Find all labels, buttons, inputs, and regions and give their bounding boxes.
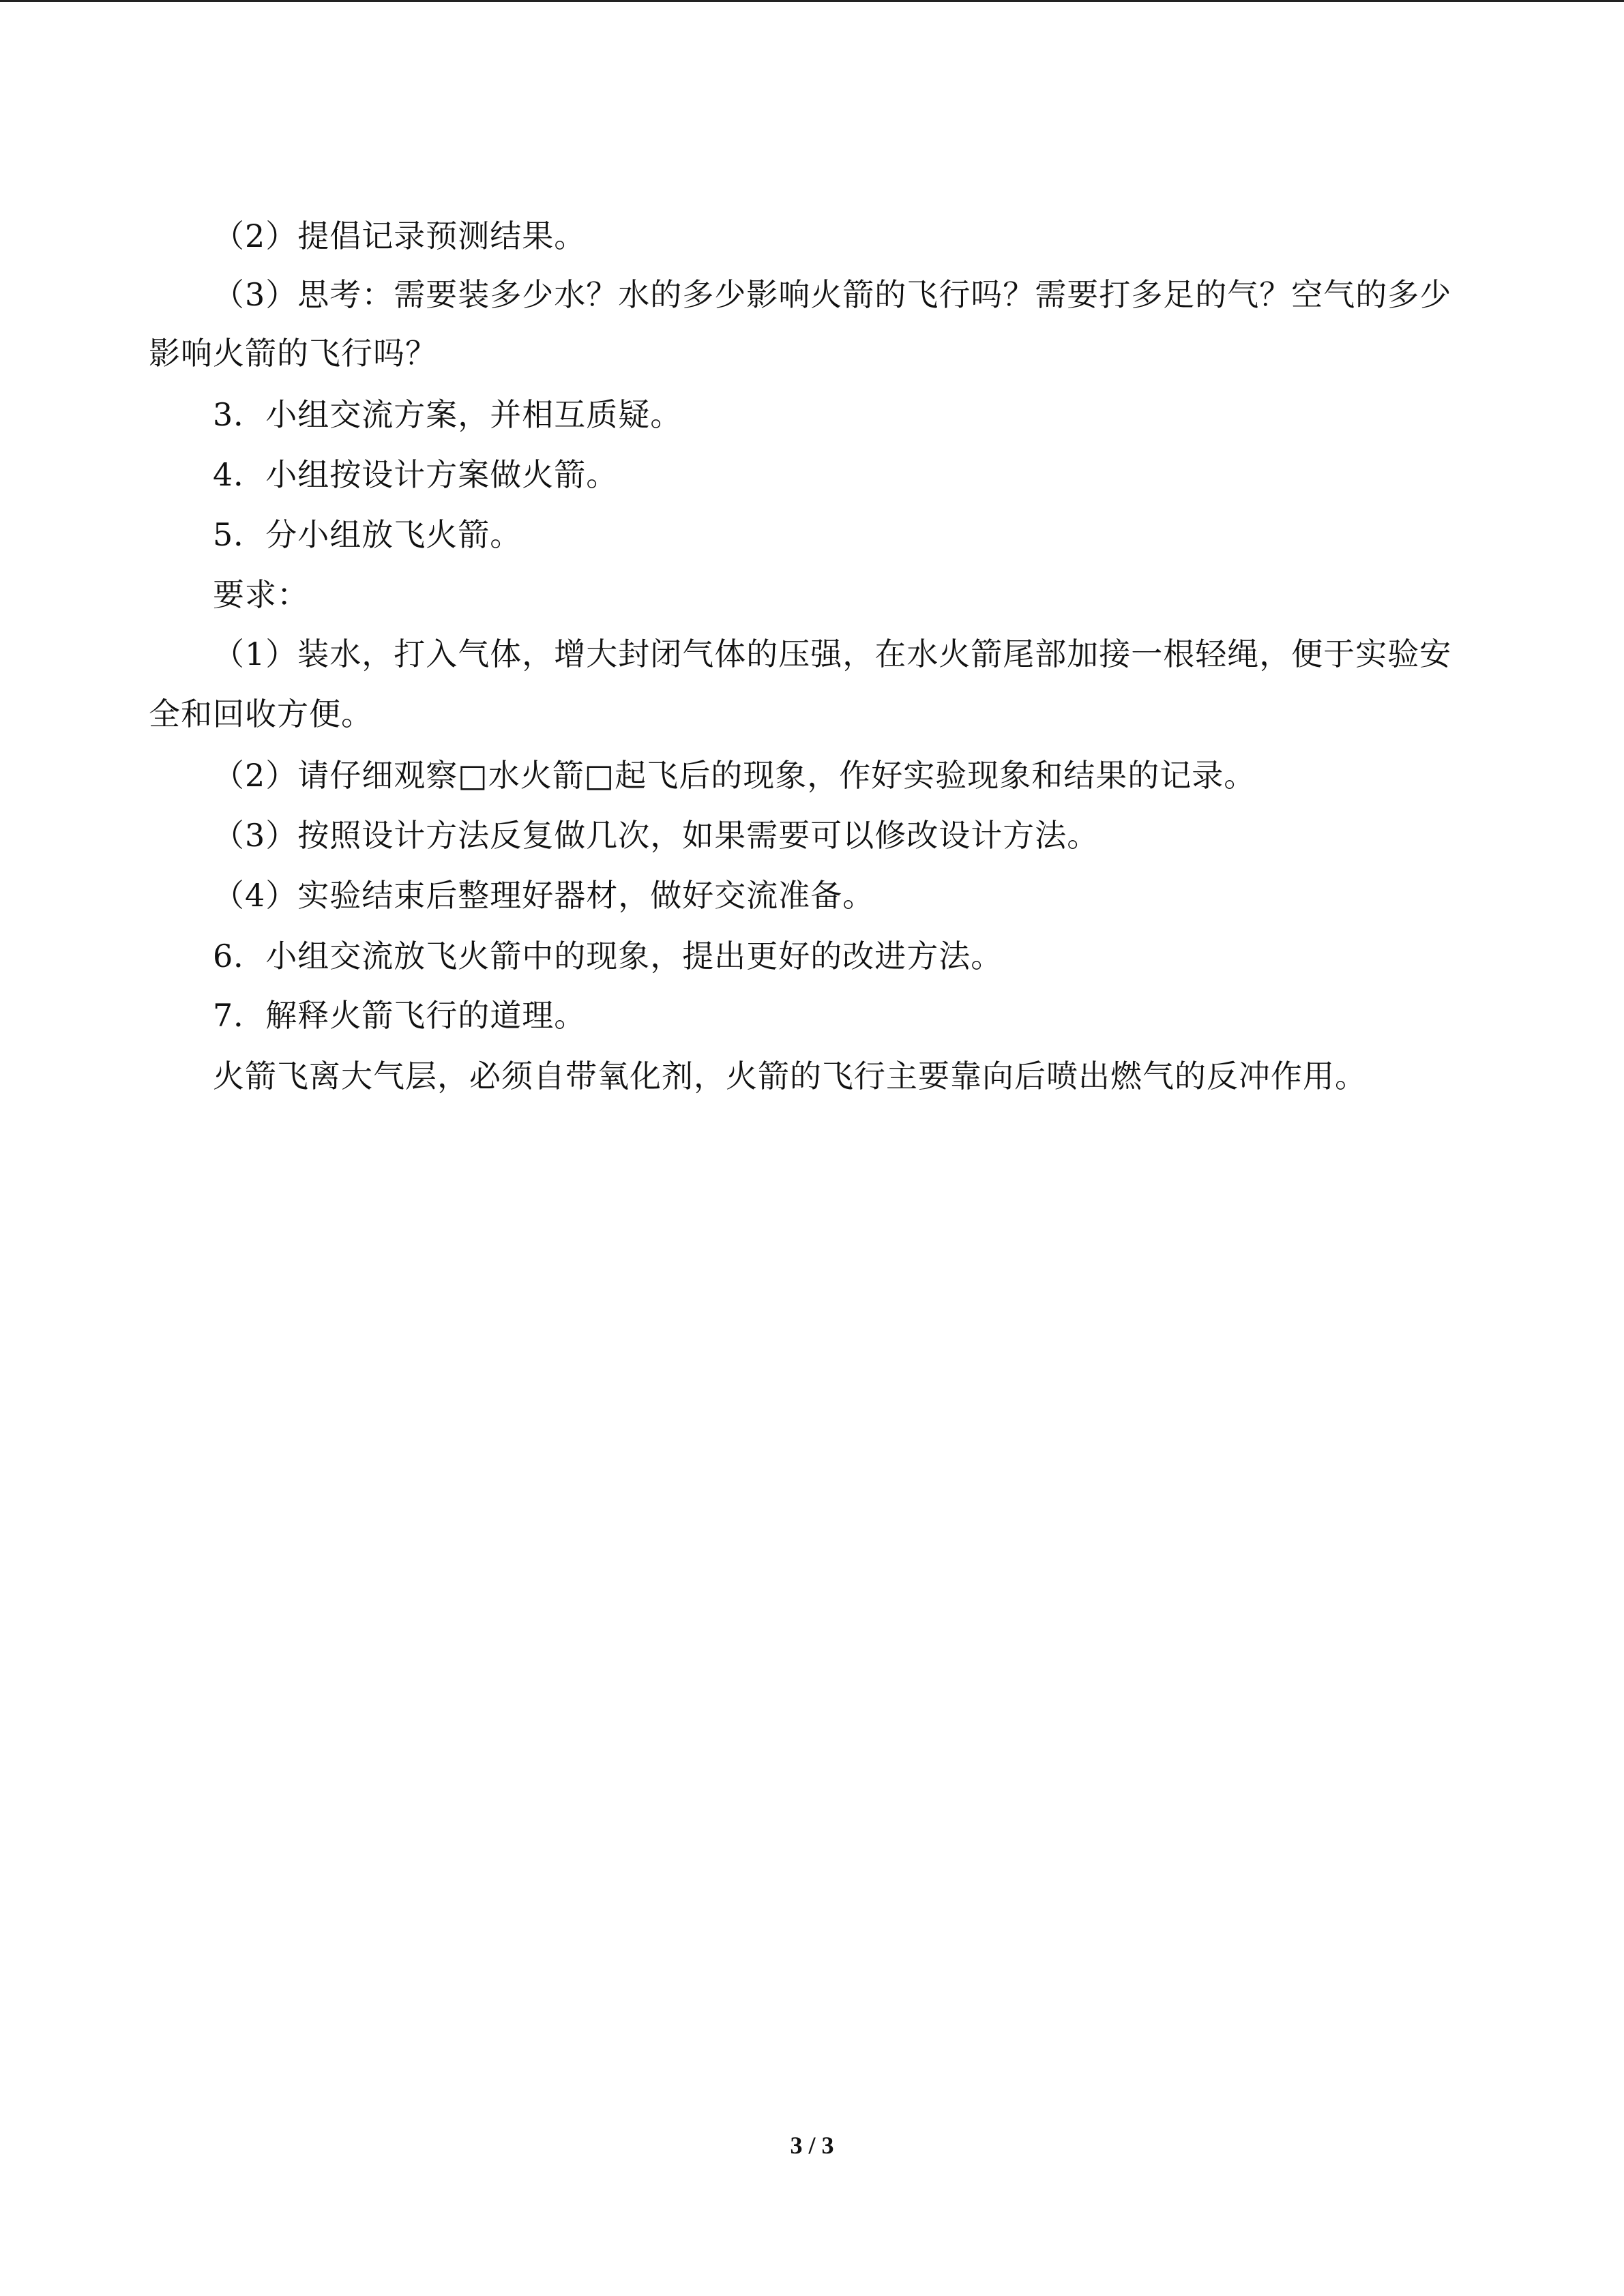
paragraph-line: （2）请仔细观察□水火箭□起飞后的现象，作好实验现象和结果的记录。: [213, 757, 1256, 794]
paragraph-line: 要求：: [213, 576, 309, 613]
paragraph-line: 4．小组按设计方案做火箭。: [213, 456, 619, 493]
paragraph-line: （1）装水，打入气体，增大封闭气体的压强，在水火箭尾部加接一根轻绳，便于实验安: [213, 636, 1452, 672]
paragraph-line: 3．小组交流方案，并相互质疑。: [213, 396, 683, 433]
page-number: 3 / 3: [790, 2132, 834, 2159]
paragraph-line: 7．解释火箭飞行的道理。: [213, 997, 587, 1034]
page-top-border: [0, 0, 1624, 2]
paragraph-line: （4）实验结束后整理好器材，做好交流准备。: [213, 877, 875, 914]
paragraph-line: 火箭飞离大气层，必须自带氧化剂，火箭的飞行主要靠向后喷出燃气的反冲作用。: [213, 1058, 1367, 1094]
paragraph-line: 全和回收方便。: [149, 696, 373, 732]
paragraph-line: （2）提倡记录预测结果。: [213, 218, 587, 254]
paragraph-line: （3）思考：需要装多少水？水的多少影响火箭的飞行吗？需要打多足的气？空气的多少: [213, 276, 1452, 313]
paragraph-line: 影响火箭的飞行吗？: [149, 335, 437, 372]
paragraph-line: 6．小组交流放飞火箭中的现象，提出更好的改进方法。: [213, 938, 1003, 974]
paragraph-line: （3）按照设计方法反复做几次，如果需要可以修改设计方法。: [213, 817, 1099, 854]
paragraph-line: 5．分小组放飞火箭。: [213, 516, 522, 553]
